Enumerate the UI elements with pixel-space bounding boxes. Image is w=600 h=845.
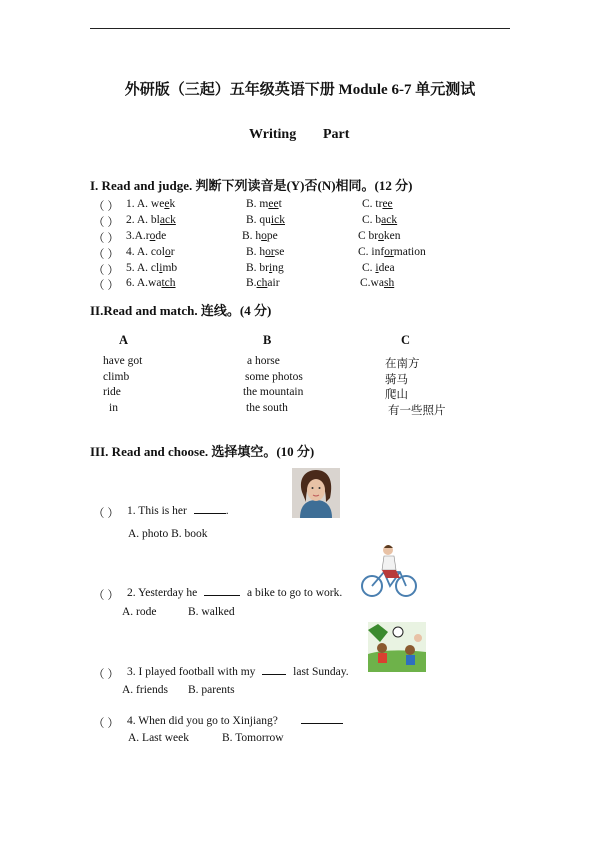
question-2-option-a: A. rode <box>122 606 157 618</box>
word-end: pe <box>266 230 278 242</box>
question-1-options: A. photo B. book <box>128 528 208 540</box>
underlined-sound: ee <box>382 198 393 210</box>
answer-paren-judge-4[interactable]: （ ） <box>93 249 119 261</box>
answer-paren-judge-5[interactable]: （ ） <box>93 265 119 277</box>
answer-paren-judge-6[interactable]: （ ） <box>93 280 119 292</box>
question-3-end: last Sunday. <box>293 666 349 678</box>
match-c-2[interactable]: 骑马 <box>385 374 408 386</box>
question-1-text: 1. This is her <box>127 505 187 517</box>
word-start: B. h <box>246 246 266 258</box>
question-2-blank[interactable] <box>204 595 240 596</box>
match-a-4[interactable]: in <box>109 402 118 414</box>
word-end: dea <box>378 262 395 274</box>
question-4-blank[interactable] <box>301 723 343 724</box>
match-c-4[interactable]: 有一些照片 <box>388 405 446 417</box>
judge-row-6-option-b <box>246 277 280 289</box>
underlined-sound: sh <box>383 277 395 289</box>
judge-row-1-option-a <box>126 198 175 210</box>
question-4-option-a: A. Last week <box>128 732 189 744</box>
judge-row-1-option-b <box>246 198 282 210</box>
match-b-2[interactable]: some photos <box>245 371 303 383</box>
word-start: 3.A.r <box>126 230 150 242</box>
judge-row-2-option-a <box>126 214 176 226</box>
word-end: r <box>170 246 175 258</box>
word-end: mation <box>393 246 426 258</box>
word-start: 6. A.wa <box>126 277 162 289</box>
judge-row-5-option-c <box>362 262 395 274</box>
judge-row-1-option-c <box>362 198 393 210</box>
question-3 <box>127 666 349 678</box>
judge-row-6-option-c <box>360 277 394 289</box>
judge-row-5-option-b <box>246 262 284 274</box>
word-end: de <box>155 230 167 242</box>
subtitle-part: Part <box>323 127 350 142</box>
word-start: B. h <box>242 230 262 242</box>
judge-row-2-option-b <box>246 214 285 226</box>
word-start: C br <box>358 230 379 242</box>
word-start: 1. A. we <box>126 198 165 210</box>
question-1 <box>127 505 229 517</box>
column-c-header: C <box>401 333 411 347</box>
answer-paren-judge-3[interactable]: （ ） <box>93 233 119 245</box>
match-a-2[interactable]: climb <box>103 371 130 383</box>
underlined-sound: o <box>164 246 171 258</box>
question-3-blank[interactable] <box>262 674 286 675</box>
word-end: ng <box>272 262 284 274</box>
column-a-header: A <box>119 333 129 347</box>
underlined-sound: e <box>164 198 170 210</box>
word-end: ken <box>383 230 401 242</box>
question-1-end: . <box>225 505 229 517</box>
judge-row-2-option-c <box>362 214 397 226</box>
match-b-1[interactable]: a horse <box>247 355 280 367</box>
underlined-sound: tch <box>161 277 176 289</box>
underlined-sound: ack <box>381 214 398 226</box>
woman-portrait-image <box>292 468 340 518</box>
section-3-heading: III. Read and choose. 选择填空。(10 分) <box>90 444 315 459</box>
question-2-end: a bike to go to work. <box>247 587 343 599</box>
question-3-option-a: A. friends <box>122 684 168 696</box>
question-4-option-b: B. Tomorrow <box>222 732 284 744</box>
word-start: C. inf <box>358 246 385 258</box>
top-rule <box>90 28 510 29</box>
match-a-3[interactable]: ride <box>103 386 121 398</box>
word-end: k <box>169 198 176 210</box>
cyclist-image <box>360 542 418 600</box>
underlined-sound: ack <box>159 214 176 226</box>
word-end: se <box>274 246 285 258</box>
football-kids-image <box>368 622 426 672</box>
word-start: 4. A. col <box>126 246 165 258</box>
answer-paren-judge-1[interactable]: （ ） <box>93 201 119 213</box>
match-c-1[interactable]: 在南方 <box>385 358 420 370</box>
match-b-4[interactable]: the south <box>246 402 288 414</box>
word-start: 2. A. bl <box>126 214 160 226</box>
judge-row-5-option-a <box>126 262 177 274</box>
page-title: 外研版（三起）五年级英语下册 Module 6-7 单元测试 <box>124 82 476 98</box>
underlined-sound: ch <box>256 277 268 289</box>
underlined-sound: i <box>269 262 273 274</box>
answer-paren-judge-2[interactable]: （ ） <box>93 217 119 229</box>
subtitle-writing: Writing <box>249 127 297 142</box>
question-2-text: 2. Yesterday he <box>127 587 198 599</box>
match-c-3[interactable]: 爬山 <box>385 389 408 401</box>
judge-row-4-option-c <box>358 246 426 258</box>
match-a-1[interactable]: have got <box>103 355 143 367</box>
question-1-blank[interactable] <box>194 513 226 514</box>
underlined-sound: or <box>384 246 394 258</box>
underlined-sound: i <box>375 262 379 274</box>
word-end: air <box>267 277 280 289</box>
underlined-sound: or <box>265 246 275 258</box>
judge-row-3-option-b <box>242 230 278 242</box>
word-start: B. m <box>246 198 269 210</box>
underlined-sound: o <box>149 230 156 242</box>
word-end: mb <box>162 262 178 274</box>
word-start: C.wa <box>360 277 384 289</box>
section-1-heading: I. Read and judge. 判断下列读音是(Y)否(N)相同。(12 分) <box>90 178 413 193</box>
word-start: B. qu <box>246 214 271 226</box>
word-start: B. br <box>246 262 269 274</box>
underlined-sound: ick <box>270 214 285 226</box>
word-start: B. <box>246 277 257 289</box>
underlined-sound: ee <box>268 198 279 210</box>
question-3-text: 3. I played football with my <box>127 666 256 678</box>
answer-paren-q3[interactable]: （ ） <box>93 669 119 681</box>
underlined-sound: o <box>261 230 267 242</box>
section-2-heading: II.Read and match. 连线。(4 分) <box>90 303 272 318</box>
judge-row-4-option-b <box>246 246 284 258</box>
judge-row-3-option-a <box>126 230 166 242</box>
underlined-sound: o <box>378 230 384 242</box>
word-start: C. tr <box>362 198 383 210</box>
question-2-option-b: B. walked <box>188 606 235 618</box>
underlined-sound: i <box>159 262 163 274</box>
question-2 <box>127 587 342 599</box>
word-end: t <box>278 198 282 210</box>
judge-row-3-option-c <box>358 230 400 242</box>
question-4 <box>127 715 343 727</box>
answer-paren-q4[interactable]: （ ） <box>93 718 119 730</box>
judge-row-6-option-a <box>126 277 176 289</box>
answer-paren-q2[interactable]: （ ） <box>93 590 119 602</box>
column-b-header: B <box>263 333 272 347</box>
word-start: 5. A. cl <box>126 262 160 274</box>
question-4-text: 4. When did you go to Xinjiang? <box>127 715 278 727</box>
match-b-3[interactable]: the mountain <box>243 386 304 398</box>
question-3-option-b: B. parents <box>188 684 235 696</box>
answer-paren-q1[interactable]: （ ） <box>93 508 119 520</box>
judge-row-4-option-a <box>126 246 175 258</box>
word-start: C. <box>362 262 376 274</box>
word-start: C. b <box>362 214 382 226</box>
